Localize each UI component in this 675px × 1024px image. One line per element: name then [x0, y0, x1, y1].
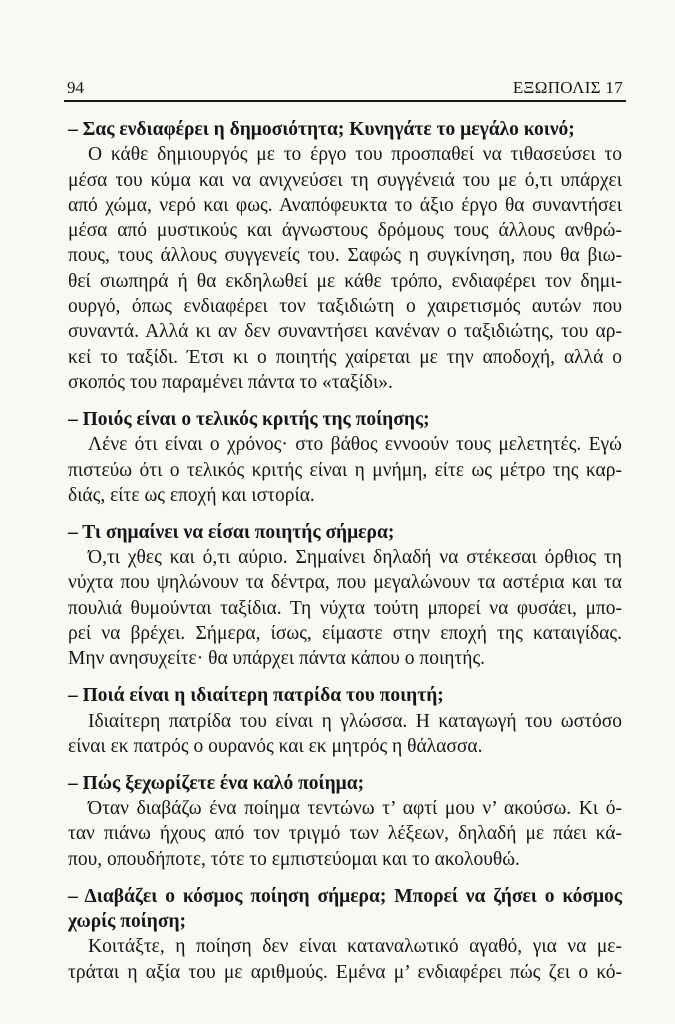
qa-section [68, 520, 622, 672]
answer-line: πιστεύω ότι ο τελικός κριτής είναι η μνήμη, είτε ως μέτρο της καρ- [68, 459, 622, 481]
answer-line: ρεί να βρέχει. Σήμερα, ίσως, είμαστε στην εποχή της καταιγίδας. [68, 623, 622, 645]
qa-section [68, 884, 622, 985]
question-line: – Ποιά είναι η ιδιαίτερη πατρίδα του ποιητή; [68, 685, 444, 707]
answer [68, 432, 622, 508]
question [68, 683, 622, 708]
question [68, 771, 622, 796]
running-title: ΕΞΩΠΟΛΙΣ 17 [512, 78, 623, 97]
answer [68, 545, 622, 671]
answer-line: από χώμα, νερό και φως. Αναπόφευκτα το άξιο έργο θα συναντήσει [68, 194, 622, 216]
answer-line: ταν πιάνω ήχους από τον τριγμό των λέξεων, δηλαδή με πάει κά- [68, 823, 622, 845]
answer-line: Κοιτάξτε, η ποίηση δεν είναι καταναλωτικό αγαθό, για να με- [88, 936, 622, 958]
answer-line: θεί σιωπηρά ή θα εκδηλωθεί με κάθε τρόπο, ενδιαφέρει τον δημι- [68, 270, 622, 292]
answer [68, 142, 622, 395]
question [68, 520, 622, 545]
question-line: – Τι σημαίνει να είσαι ποιητής σήμερα; [68, 521, 395, 543]
answer-line: Ιδιαίτερη πατρίδα του είναι η γλώσσα. Η καταγωγή του ωστόσο [88, 710, 622, 732]
answer [68, 796, 622, 872]
question-line: χωρίς ποίηση; [68, 911, 187, 933]
answer-line: είναι εκ πατρός ο ουρανός και εκ μητρός η θάλασσα. [68, 735, 483, 757]
answer-line: ουργό, όπως ενδιαφέρει τον ταξιδιώτη ο χαιρετισμός αυτών που [68, 296, 622, 318]
qa-section [68, 407, 622, 508]
answer-line: μέσα από μυστικούς και άγνωστους δρόμους τους άλλους ανθρώ- [68, 220, 622, 242]
question [68, 884, 622, 935]
answer-line: πουλιά θυμούνται ταξίδια. Τη νύχτα τούτη μπορεί να φυσάει, μπο- [68, 597, 622, 619]
answer-line: Μην ανησυχείτε· θα υπάρχει πάντα κάπου ο ποιητής. [68, 648, 486, 670]
question [68, 117, 622, 142]
answer-line: κεί το ταξίδι. Έτσι κι ο ποιητής χαίρεται με την αποδοχή, αλλά ο [68, 346, 622, 368]
question-line: – Ποιός είναι ο τελικός κριτής της ποίησης; [68, 408, 430, 430]
answer [68, 709, 622, 760]
page-number: 94 [67, 78, 84, 97]
qa-section [68, 117, 622, 395]
qa-section [68, 683, 622, 759]
answer-line: διάς, είτε ως εποχή και ιστορία. [68, 484, 315, 506]
answer [68, 934, 622, 985]
answer-line: νύχτα που ψηλώνουν τα δέντρα, που μεγαλώνουν τα αστέρια και τα [68, 572, 622, 594]
answer-line: Όταν διαβάζω ένα ποίημα τεντώνω τ’ αφτί μου ν’ ακούσω. Κι ό- [88, 798, 622, 820]
interview-text [68, 117, 622, 985]
answer-line: Ό,τι χθες και ό,τι αύριο. Σημαίνει δηλαδή να στέκεσαι όρθιος τη [88, 547, 622, 569]
answer-line: πους, τους άλλους συγγενείς του. Σαφώς η συγκίνηση, που θα βιω- [68, 245, 622, 267]
answer-line: που, οπουδήποτε, τότε το εμπιστεύομαι και το ακολουθώ. [68, 848, 520, 870]
answer-line: Ο κάθε δημιουργός με το έργο του προσπαθεί να τιθασεύσει το [88, 144, 622, 166]
question-line: – Σας ενδιαφέρει η δημοσιότητα; Κυνηγάτε το μεγάλο κοινό; [68, 119, 575, 140]
answer-line: σκοπός του παραμένει πάντα το «ταξίδι». [68, 371, 393, 393]
question-line: – Διαβάζει ο κόσμος ποίηση σήμερα; Μπορεί να ζήσει ο κόσμος [68, 885, 622, 907]
header-rule [64, 100, 626, 102]
question [68, 407, 622, 432]
question-line: – Πώς ξεχωρίζετε ένα καλό ποίημα; [68, 772, 365, 794]
answer-line: συναντά. Αλλά κι αν δεν συναντήσει κανέναν ο ταξιδιώτης, του αρ- [68, 321, 622, 343]
answer-line: Λένε ότι είναι ο χρόνος· στο βάθος εννοούν τους μελετητές. Εγώ [88, 434, 622, 456]
answer-line: μέσα του κύμα και να ανιχνεύσει τη συγγένειά του με ό,τι υπάρχει [68, 169, 622, 191]
answer-line: τράται η αξία του με αριθμούς. Εμένα μ’ ενδιαφέρει πώς ζει ο κό- [68, 961, 622, 983]
qa-section [68, 771, 622, 872]
